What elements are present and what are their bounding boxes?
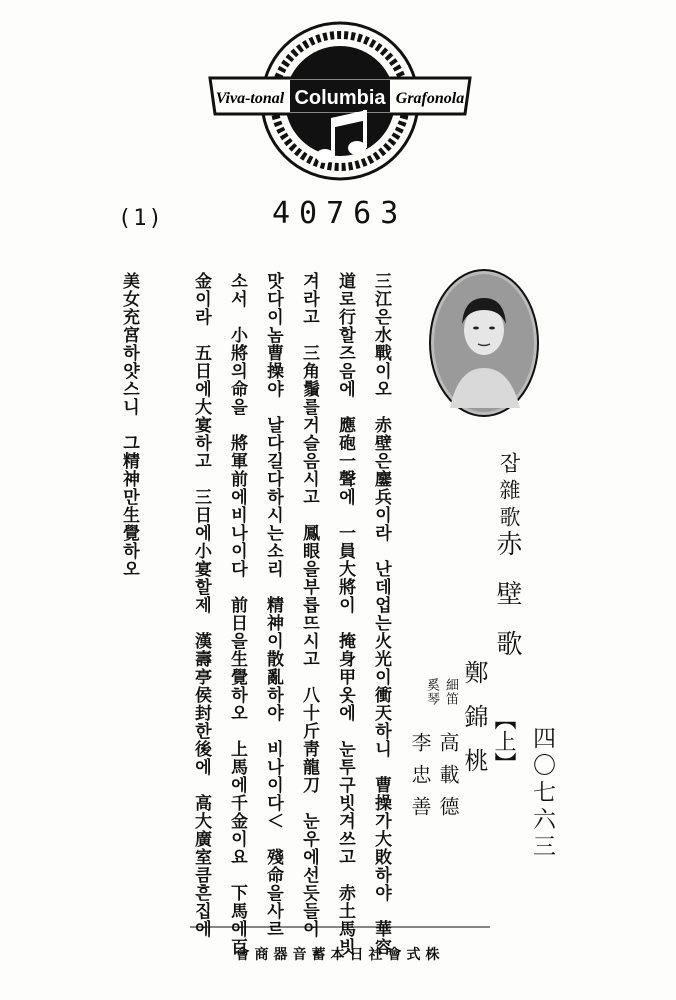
logo-left-text: Viva-tonal [215,90,285,107]
lyric-column-6: 金이라 五日에大宴하고 三日에小宴할제 漢壽亭侯封한後에 高大廣室큼흔집에 [191,272,211,938]
lyric-column-2: 道로行할즈음에 應砲一聲에 一員大將이 掩身甲옷에 눈투구빗겨쓰고 赤土馬빗 [335,272,355,956]
catalog-number-vertical: 四〇七六三 [529,726,555,861]
footer-divider [190,926,490,928]
logo-center-text: Columbia [294,87,386,109]
side-number: (1) [118,206,164,231]
lyric-column-4: 맛다이놈曹操야 날다길다하시는소리 精神이散亂하야 비나이다＜ 殘命을사르 [263,272,283,938]
lyric-column-7: 美女充宮하얏스니 그精神만生覺하오 [119,272,139,578]
accompanist-1: 高載德 [436,732,460,828]
lyric-column-3: 겨라고 三角鬚를거슬음시고 鳳眼을부릅뜨시고 八十斤靑龍刀 눈우에선듯들어 [299,272,319,938]
accompaniment-label-1: 細笛 [443,678,458,706]
accompanist-2: 李忠善 [408,732,432,828]
song-part: 【上】 [491,708,516,774]
singer-portrait [428,268,540,418]
song-title: 赤壁歌 [492,530,522,680]
lyric-column-1: 三江은水戰이오 赤壁은鏖兵이라 난데업는火光이衝天하니 曹操가大敗하야 華容 [371,272,391,956]
lyric-column-5: 소서 小將의命을 將軍前에비나이다 前日을生覺하오 上馬에千金이요 下馬에百 [227,272,247,956]
company-footer: 會商器音蓄本日社會式株 [235,947,445,963]
accompaniment-label-2: 奚琴 [424,678,439,706]
columbia-logo [200,6,480,196]
catalog-number: 40763 [272,196,408,231]
genre-label: 잡雜歌 [497,452,521,533]
singer-name: 鄭錦桃 [460,660,488,792]
logo-right-text: Grafonola [395,90,465,107]
